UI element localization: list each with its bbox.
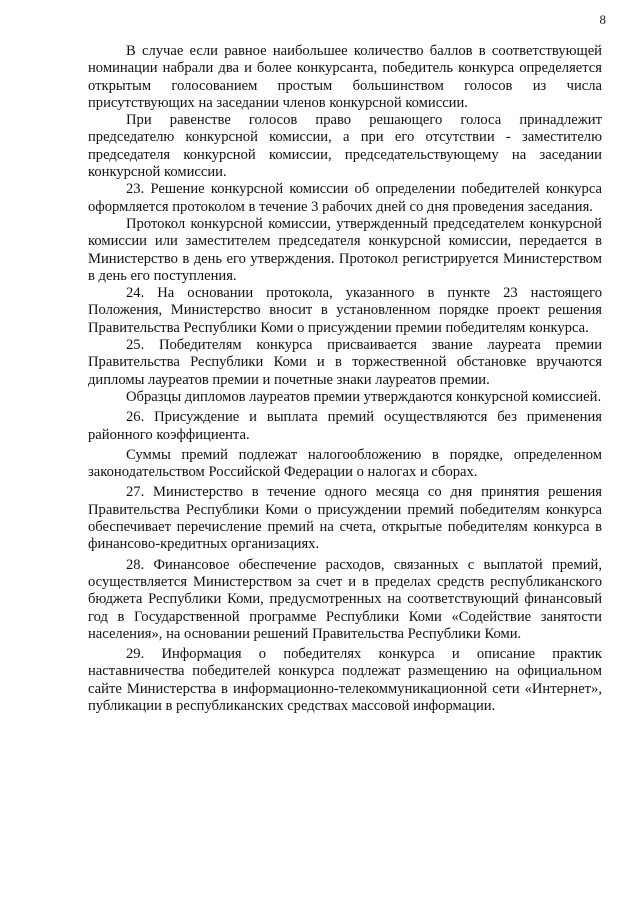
paragraph-25: 25. Победителям конкурса присваивается звание лауреата премии Правительства Республики Коми и в торжественной обстановке вручаются дипломы лауреатов премии и почетные знаки лауреатов премии. xyxy=(88,337,602,388)
paragraph-29: 29. Информация о победителях конкурса и описание практик наставничества победителей конкурса подлежат размещению на официальном сайте Министерства в информационно-телекоммуникационной сети «Интернет», публикации в республиканских средствах массовой информации. xyxy=(88,646,602,714)
paragraph-24: 24. На основании протокола, указанного в пункте 23 настоящего Положения, Министерство вносит в установленном порядке проект решения Правительства Республики Коми о присуждении премии победителям конкурса. xyxy=(88,285,602,336)
paragraph-casting-vote: При равенстве голосов право решающего голоса принадлежит председателю конкурсной комиссии, а при его отсутствии - заместителю председателя конкурсной комиссии, председательствующему на заседании конкурсной комиссии. xyxy=(88,112,602,181)
paragraph-protocol: Протокол конкурсной комиссии, утвержденный председателем конкурсной комиссии или заместителем председателя конкурсной комиссии, передается в Министерство в день его утверждения. Протокол регистрируется Министерством в день его поступления. xyxy=(88,215,602,284)
paragraph-27: 27. Министерство в течение одного месяца со дня принятия решения Правительства Республики Коми о присуждении премий победителям конкурса обеспечивает перечисление премий на счета, открытые победителям конкурса в финансово-кредитных организациях. xyxy=(88,484,602,553)
paragraph-tie-break: В случае если равное наибольшее количество баллов в соответствующей номинации набрали два и более конкурсанта, победитель конкурса определяется открытым голосованием простым большинством голосов из числа присутствующих на заседании членов конкурсной комиссии. xyxy=(88,43,602,111)
document-body xyxy=(88,43,602,715)
page-number: 8 xyxy=(599,12,606,27)
paragraph-26: 26. Присуждение и выплата премий осуществляются без применения районного коэффициента. xyxy=(88,409,602,443)
paragraph-23: 23. Решение конкурсной комиссии об определении победителей конкурса оформляется протоколом в течение 3 рабочих дней со дня проведения заседания. xyxy=(88,181,602,215)
paragraph-diploma-samples: Образцы дипломов лауреатов премии утверждаются конкурсной комиссией. xyxy=(126,388,602,405)
paragraph-taxation: Суммы премий подлежат налогообложению в порядке, определенном законодательством Российской Федерации о налогах и сборах. xyxy=(88,446,602,481)
paragraph-28: 28. Финансовое обеспечение расходов, связанных с выплатой премий, осуществляется Министерством за счет и в пределах средств республиканского бюджета Республики Коми, предусмотренных на соответствующий финансовый год в Государственной программе Республики Коми «Содействие занятости населения», на основании решений Правительства Республики Коми. xyxy=(88,556,602,642)
